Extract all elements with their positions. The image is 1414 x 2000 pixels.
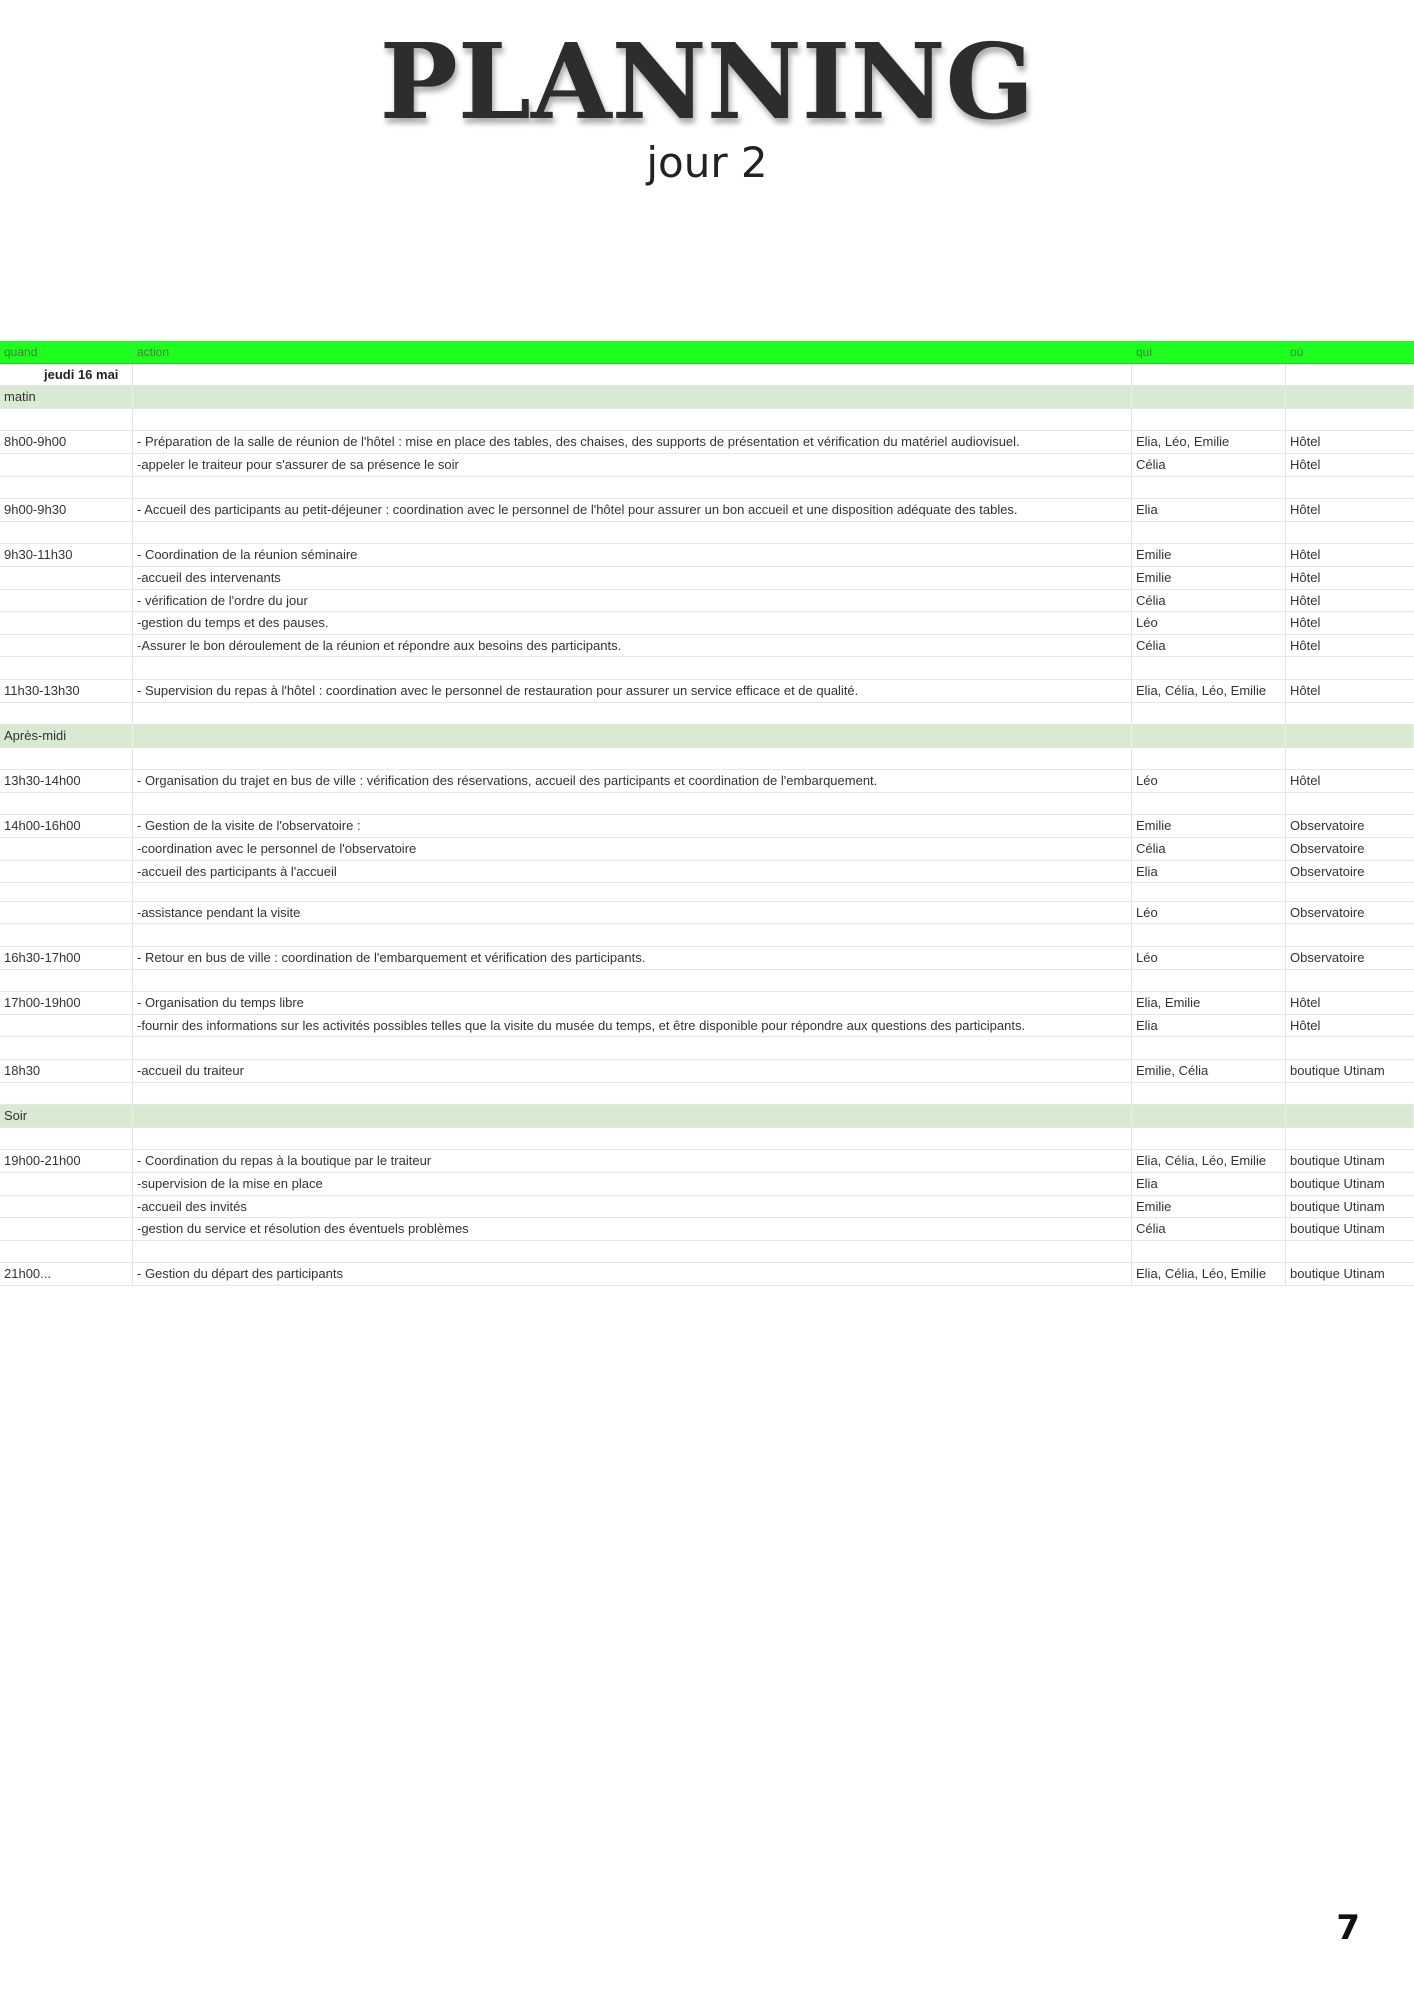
cell-ou [1286, 477, 1414, 499]
cell-action [133, 657, 1132, 679]
header-action: action [133, 341, 1132, 363]
cell-quand [0, 567, 133, 589]
section-row [0, 725, 1414, 748]
cell-qui [1132, 703, 1286, 725]
cell-ou: Hôtel [1290, 434, 1321, 450]
cell-quand [0, 1015, 133, 1037]
cell-ou [1286, 883, 1414, 901]
cell-ou: Hôtel [1290, 547, 1321, 563]
table-row [0, 902, 1414, 925]
blank-row [0, 924, 1414, 947]
header-quand: quand [0, 341, 133, 363]
page-subtitle: jour 2 [646, 138, 768, 187]
blank-row [0, 1128, 1414, 1151]
cell-action: - Coordination de la réunion séminaire [133, 544, 1132, 566]
cell-qui [1132, 748, 1286, 770]
cell-action [133, 409, 1132, 431]
cell-qui: Léo [1132, 612, 1286, 634]
blank-row [0, 703, 1414, 726]
blank-row [0, 409, 1414, 432]
cell-action: - Coordination du repas à la boutique par le traiteur [133, 1150, 1132, 1172]
cell-ou [1286, 1105, 1414, 1127]
cell-qui [1132, 409, 1286, 431]
cell-action [133, 748, 1132, 770]
cell-qui: Elia [1132, 1015, 1286, 1037]
cell-qui [1132, 725, 1286, 747]
cell-action [133, 1083, 1132, 1105]
table-row [0, 815, 1414, 838]
cell-action: - Accueil des participants au petit-déjeuner : coordination avec le personnel de l'hôtel pour assurer un bon accueil et une disposition adéquate des tables. [133, 499, 1132, 521]
cell-action [133, 883, 1132, 901]
cell-quand: 19h00-21h00 [0, 1150, 133, 1172]
blank-row [0, 793, 1414, 816]
cell-action [133, 1105, 1132, 1127]
cell-quand [0, 838, 133, 860]
planning-table [0, 341, 1414, 1286]
table-row [0, 1060, 1414, 1083]
cell-quand: matin [0, 386, 133, 408]
cell-action: -accueil du traiteur [133, 1060, 1132, 1082]
cell-ou [1286, 725, 1414, 747]
cell-ou [1286, 1241, 1414, 1263]
cell-qui: Célia [1132, 454, 1286, 476]
cell-qui [1132, 793, 1286, 815]
cell-quand [0, 1037, 133, 1059]
blank-row [0, 477, 1414, 500]
cell-action: -Assurer le bon déroulement de la réunion et répondre aux besoins des participants. [133, 635, 1132, 657]
cell-action: -fournir des informations sur les activités possibles telles que la visite du musée du temps, et être disponible pour répondre aux questions des participants. [133, 1015, 1132, 1037]
cell-quand [0, 1173, 133, 1195]
cell-ou: Observatoire [1290, 841, 1365, 857]
cell-ou: boutique Utinam [1290, 1198, 1385, 1214]
cell-action [133, 793, 1132, 815]
cell-action [133, 1241, 1132, 1263]
blank-row [0, 1083, 1414, 1106]
table-row [0, 431, 1414, 454]
cell-quand: 11h30-13h30 [0, 680, 133, 702]
cell-quand: 17h00-19h00 [0, 992, 133, 1014]
cell-action: -accueil des participants à l'accueil [133, 861, 1132, 883]
cell-qui [1132, 1241, 1286, 1263]
table-row [0, 838, 1414, 861]
table-row [0, 454, 1414, 477]
cell-qui: Léo [1132, 902, 1286, 924]
cell-qui: Emilie [1132, 567, 1286, 589]
cell-action: - Retour en bus de ville : coordination de l'embarquement et vérification des participants. [133, 947, 1132, 969]
cell-ou: boutique Utinam [1290, 1175, 1385, 1191]
cell-quand [0, 454, 133, 476]
cell-quand: 9h30-11h30 [0, 544, 133, 566]
cell-action: -assistance pendant la visite [133, 902, 1132, 924]
blank-row [0, 748, 1414, 771]
cell-qui [1132, 386, 1286, 408]
cell-action: - Gestion du départ des participants [133, 1263, 1132, 1285]
cell-quand: 13h30-14h00 [0, 770, 133, 792]
cell-quand [0, 861, 133, 883]
cell-action: -coordination avec le personnel de l'observatoire [133, 838, 1132, 860]
cell-qui: Emilie [1132, 1196, 1286, 1218]
cell-quand [0, 522, 133, 544]
cell-quand [0, 1128, 133, 1150]
table-row [0, 635, 1414, 658]
blank-row [0, 1241, 1414, 1264]
cell-ou [1286, 1128, 1414, 1150]
cell-action [133, 970, 1132, 992]
cell-quand [0, 612, 133, 634]
cell-qui [1132, 970, 1286, 992]
cell-qui: Célia [1132, 635, 1286, 657]
table-row [0, 680, 1414, 703]
cell-qui [1132, 657, 1286, 679]
cell-ou [1286, 793, 1414, 815]
cell-ou: Observatoire [1290, 818, 1365, 834]
cell-action [133, 703, 1132, 725]
cell-quand [0, 883, 133, 901]
cell-quand [0, 657, 133, 679]
cell-ou: Hôtel [1290, 773, 1321, 789]
cell-ou [1286, 970, 1414, 992]
table-row [0, 770, 1414, 793]
cell-qui [1132, 1037, 1286, 1059]
cell-action: -supervision de la mise en place [133, 1173, 1132, 1195]
cell-qui [1132, 883, 1286, 901]
cell-qui: Elia [1132, 499, 1286, 521]
cell-qui: Elia, Célia, Léo, Emilie [1132, 1150, 1286, 1172]
cell-qui: Emilie [1132, 815, 1286, 837]
cell-action: - Gestion de la visite de l'observatoire : [133, 815, 1132, 837]
table-row [0, 590, 1414, 613]
cell-ou: Hôtel [1290, 682, 1321, 698]
cell-quand [0, 409, 133, 431]
cell-qui: Emilie, Célia [1132, 1060, 1286, 1082]
cell-action: -gestion du service et résolution des éventuels problèmes [133, 1218, 1132, 1240]
cell-qui: Léo [1132, 770, 1286, 792]
table-row [0, 947, 1414, 970]
cell-ou: boutique Utinam [1290, 1266, 1385, 1282]
blank-row [0, 1037, 1414, 1060]
cell-action [133, 386, 1132, 408]
cell-action: - Organisation du temps libre [133, 992, 1132, 1014]
cell-action: - Supervision du repas à l'hôtel : coordination avec le personnel de restauration pour assurer un service efficace et de qualité. [133, 680, 1132, 702]
cell-quand: Soir [0, 1105, 133, 1127]
table-row [0, 992, 1414, 1015]
cell-ou [1286, 1083, 1414, 1105]
cell-action: -accueil des invités [133, 1196, 1132, 1218]
cell-quand: 21h00... [0, 1263, 133, 1285]
date-label: jeudi 16 mai [0, 364, 133, 386]
cell-ou [1286, 1037, 1414, 1059]
section-row [0, 1105, 1414, 1128]
cell-ou: Hôtel [1290, 569, 1321, 585]
cell-qui [1132, 522, 1286, 544]
cell-qui: Elia, Emilie [1132, 992, 1286, 1014]
cell-quand: 8h00-9h00 [0, 431, 133, 453]
cell-action [133, 522, 1132, 544]
section-row [0, 386, 1414, 409]
table-row [0, 861, 1414, 884]
cell-quand [0, 590, 133, 612]
cell-qui: Elia, Célia, Léo, Emilie [1132, 1263, 1286, 1285]
cell-action [133, 924, 1132, 946]
cell-ou: Hôtel [1290, 456, 1321, 472]
cell-action [133, 1128, 1132, 1150]
cell-quand: 18h30 [0, 1060, 133, 1082]
cell-ou [1286, 703, 1414, 725]
cell-ou: Hôtel [1290, 592, 1321, 608]
table-row [0, 612, 1414, 635]
blank-row [0, 883, 1414, 902]
date-row [0, 364, 1414, 387]
cell-qui: Célia [1132, 590, 1286, 612]
cell-ou: Observatoire [1290, 863, 1365, 879]
table-row [0, 1196, 1414, 1219]
cell-ou [1286, 386, 1414, 408]
table-row [0, 544, 1414, 567]
cell-action: -accueil des intervenants [133, 567, 1132, 589]
cell-quand [0, 793, 133, 815]
cell-ou [1286, 748, 1414, 770]
cell-ou [1286, 657, 1414, 679]
cell-quand [0, 1083, 133, 1105]
header-qui: qui [1132, 341, 1286, 363]
cell-ou: Observatoire [1290, 904, 1365, 920]
cell-action: -appeler le traiteur pour s'assurer de sa présence le soir [133, 454, 1132, 476]
cell-quand: Après-midi [0, 725, 133, 747]
page-number: 7 [1336, 1908, 1360, 1948]
table-row [0, 499, 1414, 522]
blank-row [0, 657, 1414, 680]
cell-quand [0, 924, 133, 946]
cell-qui: Emilie [1132, 544, 1286, 566]
cell-ou: Hôtel [1290, 637, 1321, 653]
page-title: PLANNING [379, 20, 1035, 143]
cell-quand: 14h00-16h00 [0, 815, 133, 837]
cell-action [133, 1037, 1132, 1059]
cell-qui: Elia [1132, 861, 1286, 883]
cell-action: - Préparation de la salle de réunion de l'hôtel : mise en place des tables, des chaises, des supports de présentation et vérification du matériel audiovisuel. [133, 431, 1132, 453]
cell-qui: Léo [1132, 947, 1286, 969]
cell-quand [0, 902, 133, 924]
cell-action: - Organisation du trajet en bus de ville : vérification des réservations, accueil des participants et coordination de l'embarquement. [133, 770, 1132, 792]
cell-ou [1286, 522, 1414, 544]
cell-ou: boutique Utinam [1290, 1221, 1385, 1237]
cell-ou: Observatoire [1290, 950, 1365, 966]
table-row [0, 1173, 1414, 1196]
cell-qui: Célia [1132, 838, 1286, 860]
cell-action: -gestion du temps et des pauses. [133, 612, 1132, 634]
table-row [0, 1150, 1414, 1173]
cell-qui: Elia [1132, 1173, 1286, 1195]
cell-quand [0, 1196, 133, 1218]
cell-qui: Elia, Célia, Léo, Emilie [1132, 680, 1286, 702]
table-header-row [0, 341, 1414, 364]
cell-ou: Hôtel [1290, 615, 1321, 631]
cell-ou: Hôtel [1290, 1017, 1321, 1033]
cell-qui: Célia [1132, 1218, 1286, 1240]
cell-ou: boutique Utinam [1290, 1153, 1385, 1169]
cell-ou: boutique Utinam [1290, 1063, 1385, 1078]
cell-action [133, 477, 1132, 499]
cell-quand [0, 1241, 133, 1263]
cell-action: - vérification de l'ordre du jour [133, 590, 1132, 612]
header-ou: où [1286, 341, 1414, 363]
cell-quand [0, 1218, 133, 1240]
cell-qui: Elia, Léo, Emilie [1132, 431, 1286, 453]
cell-quand [0, 703, 133, 725]
table-row [0, 1218, 1414, 1241]
cell-quand: 9h00-9h30 [0, 499, 133, 521]
table-row [0, 1015, 1414, 1038]
cell-quand [0, 748, 133, 770]
cell-qui [1132, 1105, 1286, 1127]
cell-quand [0, 635, 133, 657]
cell-ou [1286, 924, 1414, 946]
cell-action [133, 725, 1132, 747]
cell-quand [0, 970, 133, 992]
table-row [0, 567, 1414, 590]
blank-row [0, 522, 1414, 545]
cell-qui [1132, 477, 1286, 499]
blank-row [0, 970, 1414, 993]
cell-ou: Hôtel [1290, 995, 1321, 1011]
table-row [0, 1263, 1414, 1286]
cell-quand [0, 477, 133, 499]
cell-ou [1286, 409, 1414, 431]
cell-qui [1132, 1128, 1286, 1150]
cell-qui [1132, 1083, 1286, 1105]
cell-ou: Hôtel [1290, 502, 1321, 518]
cell-quand: 16h30-17h00 [0, 947, 133, 969]
cell-qui [1132, 924, 1286, 946]
